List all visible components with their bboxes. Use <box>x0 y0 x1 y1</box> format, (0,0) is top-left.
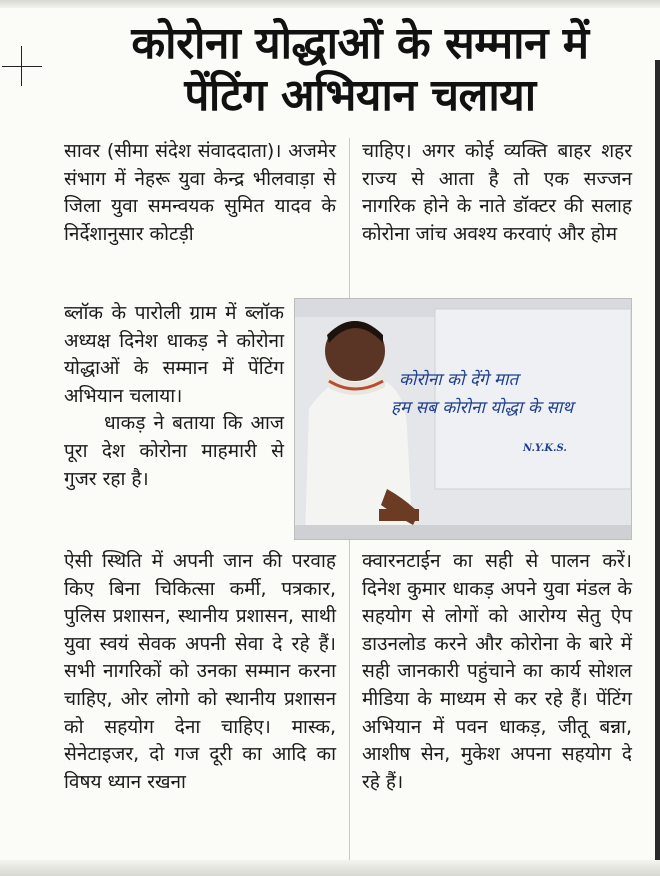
wall-slogan-line-2: हम सब कोरोना योद्धा के साथ <box>391 398 574 418</box>
article-column-right-top <box>362 138 632 248</box>
page-bottom-edge <box>0 860 660 876</box>
headline-line-1: कोरोना योद्धाओं के सम्मान में <box>131 18 589 69</box>
article-column-left-top <box>64 138 336 248</box>
page-right-border <box>655 60 660 876</box>
paragraph-appeal: ऐसी स्थिति में अपनी जान की परवाह किए बिना चिकित्सा कर्मी, पत्रकार, पुलिस प्रशासन, स्थानीय प्रशासन, साथी युवा स्वयं सेवक अपनी सेवा दे रहे हैं। सभी नागरिकों को उनका सम्मान करना चाहिए, ओर लोगो को स्थानीय प्रशासन को सहयोग देना चाहिए। मास्क, सेनेटाइजर, दो गज दूरी का आदि का विषय ध्यान रखना <box>64 550 336 793</box>
headline-line-2: पेंटिंग अभियान चलाया <box>184 70 536 121</box>
photo-illustration <box>295 299 631 539</box>
news-photo <box>294 298 632 540</box>
wall-signature: N.Y.K.S. <box>523 443 567 454</box>
registration-mark <box>2 66 42 67</box>
wall-slogan-line-1: कोरोना को देंगे मात <box>399 370 519 390</box>
article-headline <box>60 18 660 122</box>
paragraph-campaign: ब्लॉक के पारोली ग्राम में ब्लॉक अध्यक्ष दिनेश धाकड़ ने कोरोना योद्धाओं के सम्मान में पेंटिंग अभियान चलाया। <box>64 302 284 407</box>
paragraph-closing: क्वारनटाईन का सही से पालन करें। दिनेश कुमार धाकड़ अपने युवा मंडल के सहयोग से लोगों को आरोग्य सेतु ऐप डाउनलोड करने और कोरोना के बारे में सही जानकारी पहुंचाने का कार्य सोशल मीडिया के माध्यम से कर रहे हैं। पेंटिंग अभियान में पवन धाकड़, जीतू बन्ना, आशीष सेन, मुकेश अपना सहयोग दे रहे हैं। <box>362 550 632 793</box>
page-top-edge <box>0 0 660 8</box>
paragraph-advice: चाहिए। अगर कोई व्यक्ति बाहर शहर राज्य से आता है तो एक सज्जन नागरिक होने के नाते डॉक्टर की सलाह कोरोना जांच अवश्य करवाएं और होम <box>362 140 632 245</box>
paragraph-statement: धाकड़ ने बताया कि आज पूरा देश कोरोना माहमारी से गुजर रहा है। <box>64 412 284 490</box>
article-column-right-bottom <box>362 548 632 796</box>
paragraph-intro: सावर (सीमा संदेश संवाददाता)। अजमेर संभाग में नेहरू युवा केन्द्र भीलवाड़ा से जिला युवा समन्वयक सुमित यादव के निर्देशानुसार कोटड़ी <box>64 140 336 245</box>
article-column-left-narrow <box>64 300 284 493</box>
article-column-left-bottom <box>64 548 336 796</box>
registration-mark-vertical <box>21 46 22 86</box>
